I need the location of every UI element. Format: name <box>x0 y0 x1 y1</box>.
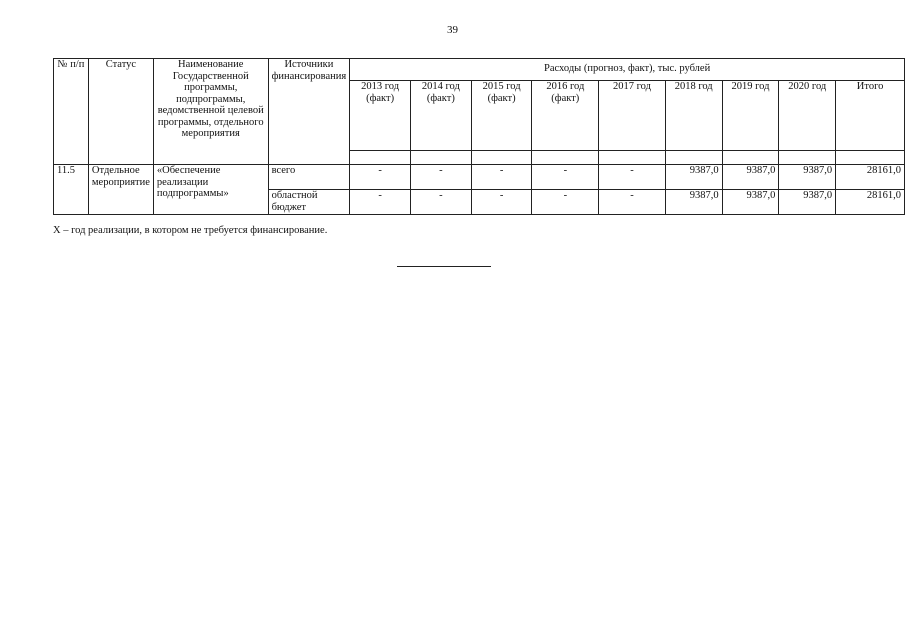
value-cell: - <box>350 165 411 190</box>
value-cell: 9387,0 <box>779 165 836 190</box>
header-expenses: Расходы (прогноз, факт), тыс. рублей <box>350 59 905 81</box>
data-row-total <box>54 165 905 190</box>
value-cell: 9387,0 <box>779 190 836 215</box>
value-cell: - <box>410 165 471 190</box>
header-num: № п/п <box>54 59 89 165</box>
value-cell: 9387,0 <box>722 165 779 190</box>
value-cell: - <box>599 190 666 215</box>
footnote: Х – год реализации, в котором не требуется финансирование. <box>53 225 328 236</box>
header-row-1 <box>54 59 905 81</box>
value-cell: - <box>350 190 411 215</box>
header-year: 2013 год (факт) <box>350 81 411 151</box>
value-cell: 9387,0 <box>665 190 722 215</box>
page-number: 39 <box>447 24 458 36</box>
header-year: 2015 год (факт) <box>471 81 532 151</box>
value-cell: 9387,0 <box>722 190 779 215</box>
row-status: Отдельное мероприятие <box>88 165 153 215</box>
row-num: 11.5 <box>54 165 89 215</box>
row-source: всего <box>268 165 350 190</box>
value-cell: - <box>532 165 599 190</box>
header-year: 2017 год <box>599 81 666 151</box>
value-cell: - <box>599 165 666 190</box>
value-cell: - <box>471 165 532 190</box>
closing-rule <box>397 266 491 267</box>
value-cell: - <box>410 190 471 215</box>
total-cell: 28161,0 <box>836 165 905 190</box>
header-year: 2014 год (факт) <box>410 81 471 151</box>
header-source: Источники финансирования <box>268 59 350 165</box>
row-source: областной бюджет <box>268 190 350 215</box>
header-name: Наименование Государственной программы, подпрограммы, ведомственной целевой программы, отдельного мероприятия <box>153 59 268 165</box>
value-cell: - <box>532 190 599 215</box>
header-year: 2019 год <box>722 81 779 151</box>
row-name: «Обеспечение реализации подпрограммы» <box>153 165 268 215</box>
header-year: 2018 год <box>665 81 722 151</box>
expenses-table <box>53 58 905 215</box>
header-status: Статус <box>88 59 153 165</box>
header-total: Итого <box>836 81 905 151</box>
header-year: 2016 год (факт) <box>532 81 599 151</box>
value-cell: 9387,0 <box>665 165 722 190</box>
header-year: 2020 год <box>779 81 836 151</box>
total-cell: 28161,0 <box>836 190 905 215</box>
value-cell: - <box>471 190 532 215</box>
